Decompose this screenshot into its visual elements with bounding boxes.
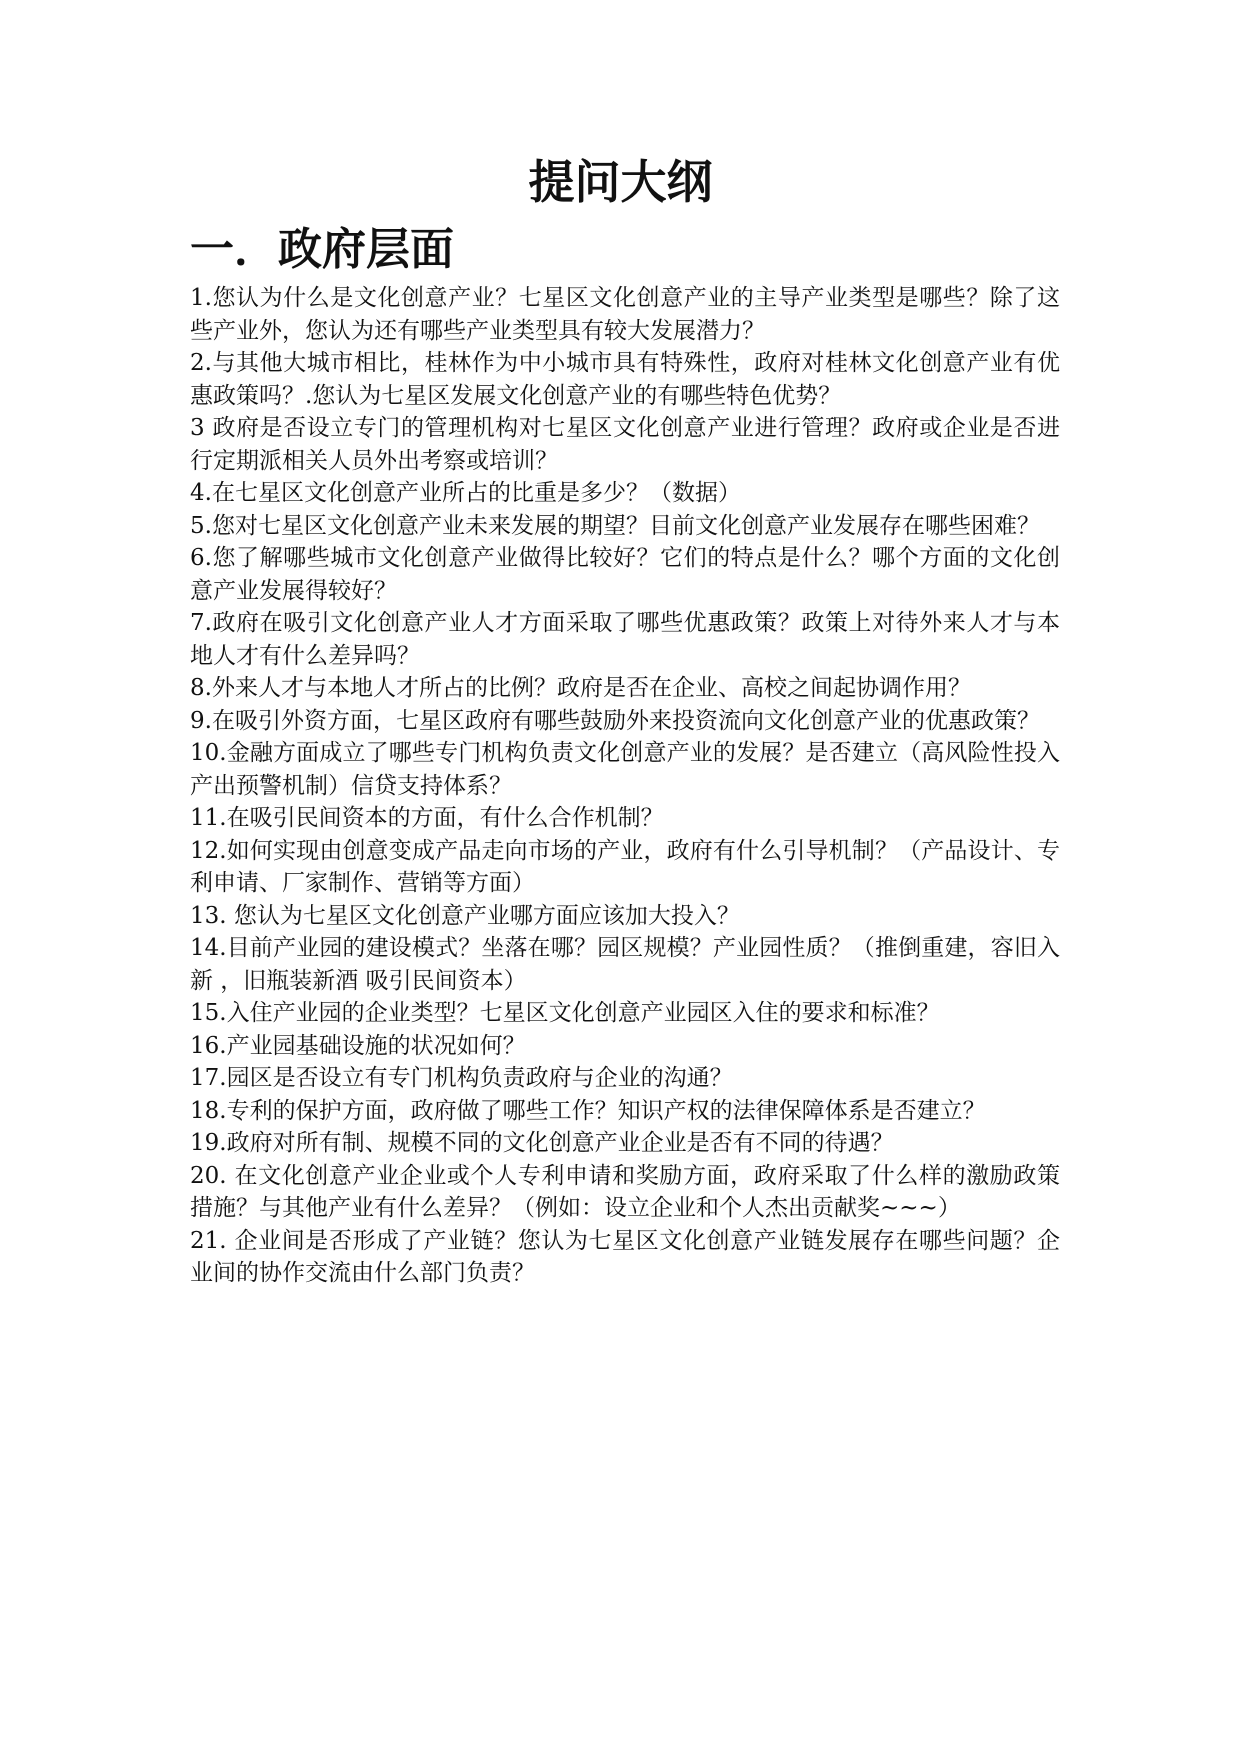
question-item: 11.在吸引民间资本的方面，有什么合作机制？ [190,805,664,831]
question-item: 20. 在文化创意产业企业或个人专利申请和奖励方面，政府采取了什么样的激励政策措施？与其他产业有什么差异？（例如：设立企业和个人杰出贡献奖~~~） [190,1162,1060,1221]
question-item: 13. 您认为七星区文化创意产业哪方面应该加大投入？ [190,902,740,929]
question-item: 19.政府对所有制、规模不同的文化创意产业企业是否有不同的待遇？ [190,1130,894,1156]
question-item: 14.目前产业园的建设模式？坐落在哪？园区规模？产业园性质？（推倒重建，容旧入新 ，旧瓶装新酒 吸引民间资本） [190,935,1060,994]
question-item: 1.您认为什么是文化创意产业？七星区文化创意产业的主导产业类型是哪些？除了这些产业外，您认为还有哪些产业类型具有较大发展潜力？ [190,285,1060,344]
document-title: 提问大纲 [528,155,713,209]
question-item: 12.如何实现由创意变成产品走向市场的产业，政府有什么引导机制？（产品设计、专利申请、厂家制作、营销等方面） [190,837,1060,896]
question-item: 8.外来人才与本地人才所占的比例？政府是否在企业、高校之间起协调作用？ [190,675,971,701]
question-list [190,282,1060,1290]
section-heading: 一．政府层面 [190,224,454,275]
question-item: 4.在七星区文化创意产业所占的比重是多少？（数据） [190,480,741,506]
question-item: 7.政府在吸引文化创意产业人才方面采取了哪些优惠政策？政策上对待外来人才与本地人才有什么差异吗？ [190,610,1060,669]
question-item: 6.您了解哪些城市文化创意产业做得比较好？它们的特点是什么？哪个方面的文化创意产业发展得较好？ [190,545,1060,604]
question-item: 17.园区是否设立有专门机构负责政府与企业的沟通？ [190,1065,733,1091]
question-item: 15.入住产业园的企业类型？七星区文化创意产业园区入住的要求和标准？ [190,1000,940,1026]
question-item: 18.专利的保护方面，政府做了哪些工作？知识产权的法律保障体系是否建立？ [190,1097,986,1124]
question-item: 9.在吸引外资方面，七星区政府有哪些鼓励外来投资流向文化创意产业的优惠政策？ [190,707,1040,734]
question-item: 21. 企业间是否形成了产业链？您认为七星区文化创意产业链发展存在哪些问题？企业间的协作交流由什么部门负责？ [190,1227,1060,1286]
question-item: 10.金融方面成立了哪些专门机构负责文化创意产业的发展？是否建立（高风险性投入产出预警机制）信贷支持体系？ [190,740,1060,799]
question-item: 2.与其他大城市相比，桂林作为中小城市具有特殊性，政府对桂林文化创意产业有优惠政策吗？.您认为七星区发展文化创意产业的有哪些特色优势？ [190,350,1060,409]
question-item: 16.产业园基础设施的状况如何？ [190,1032,526,1059]
question-item: 3 政府是否设立专门的管理机构对七星区文化创意产业进行管理？政府或企业是否进行定期派相关人员外出考察或培训？ [190,415,1060,474]
question-item: 5.您对七星区文化创意产业未来发展的期望？目前文化创意产业发展存在哪些困难？ [190,512,1040,539]
